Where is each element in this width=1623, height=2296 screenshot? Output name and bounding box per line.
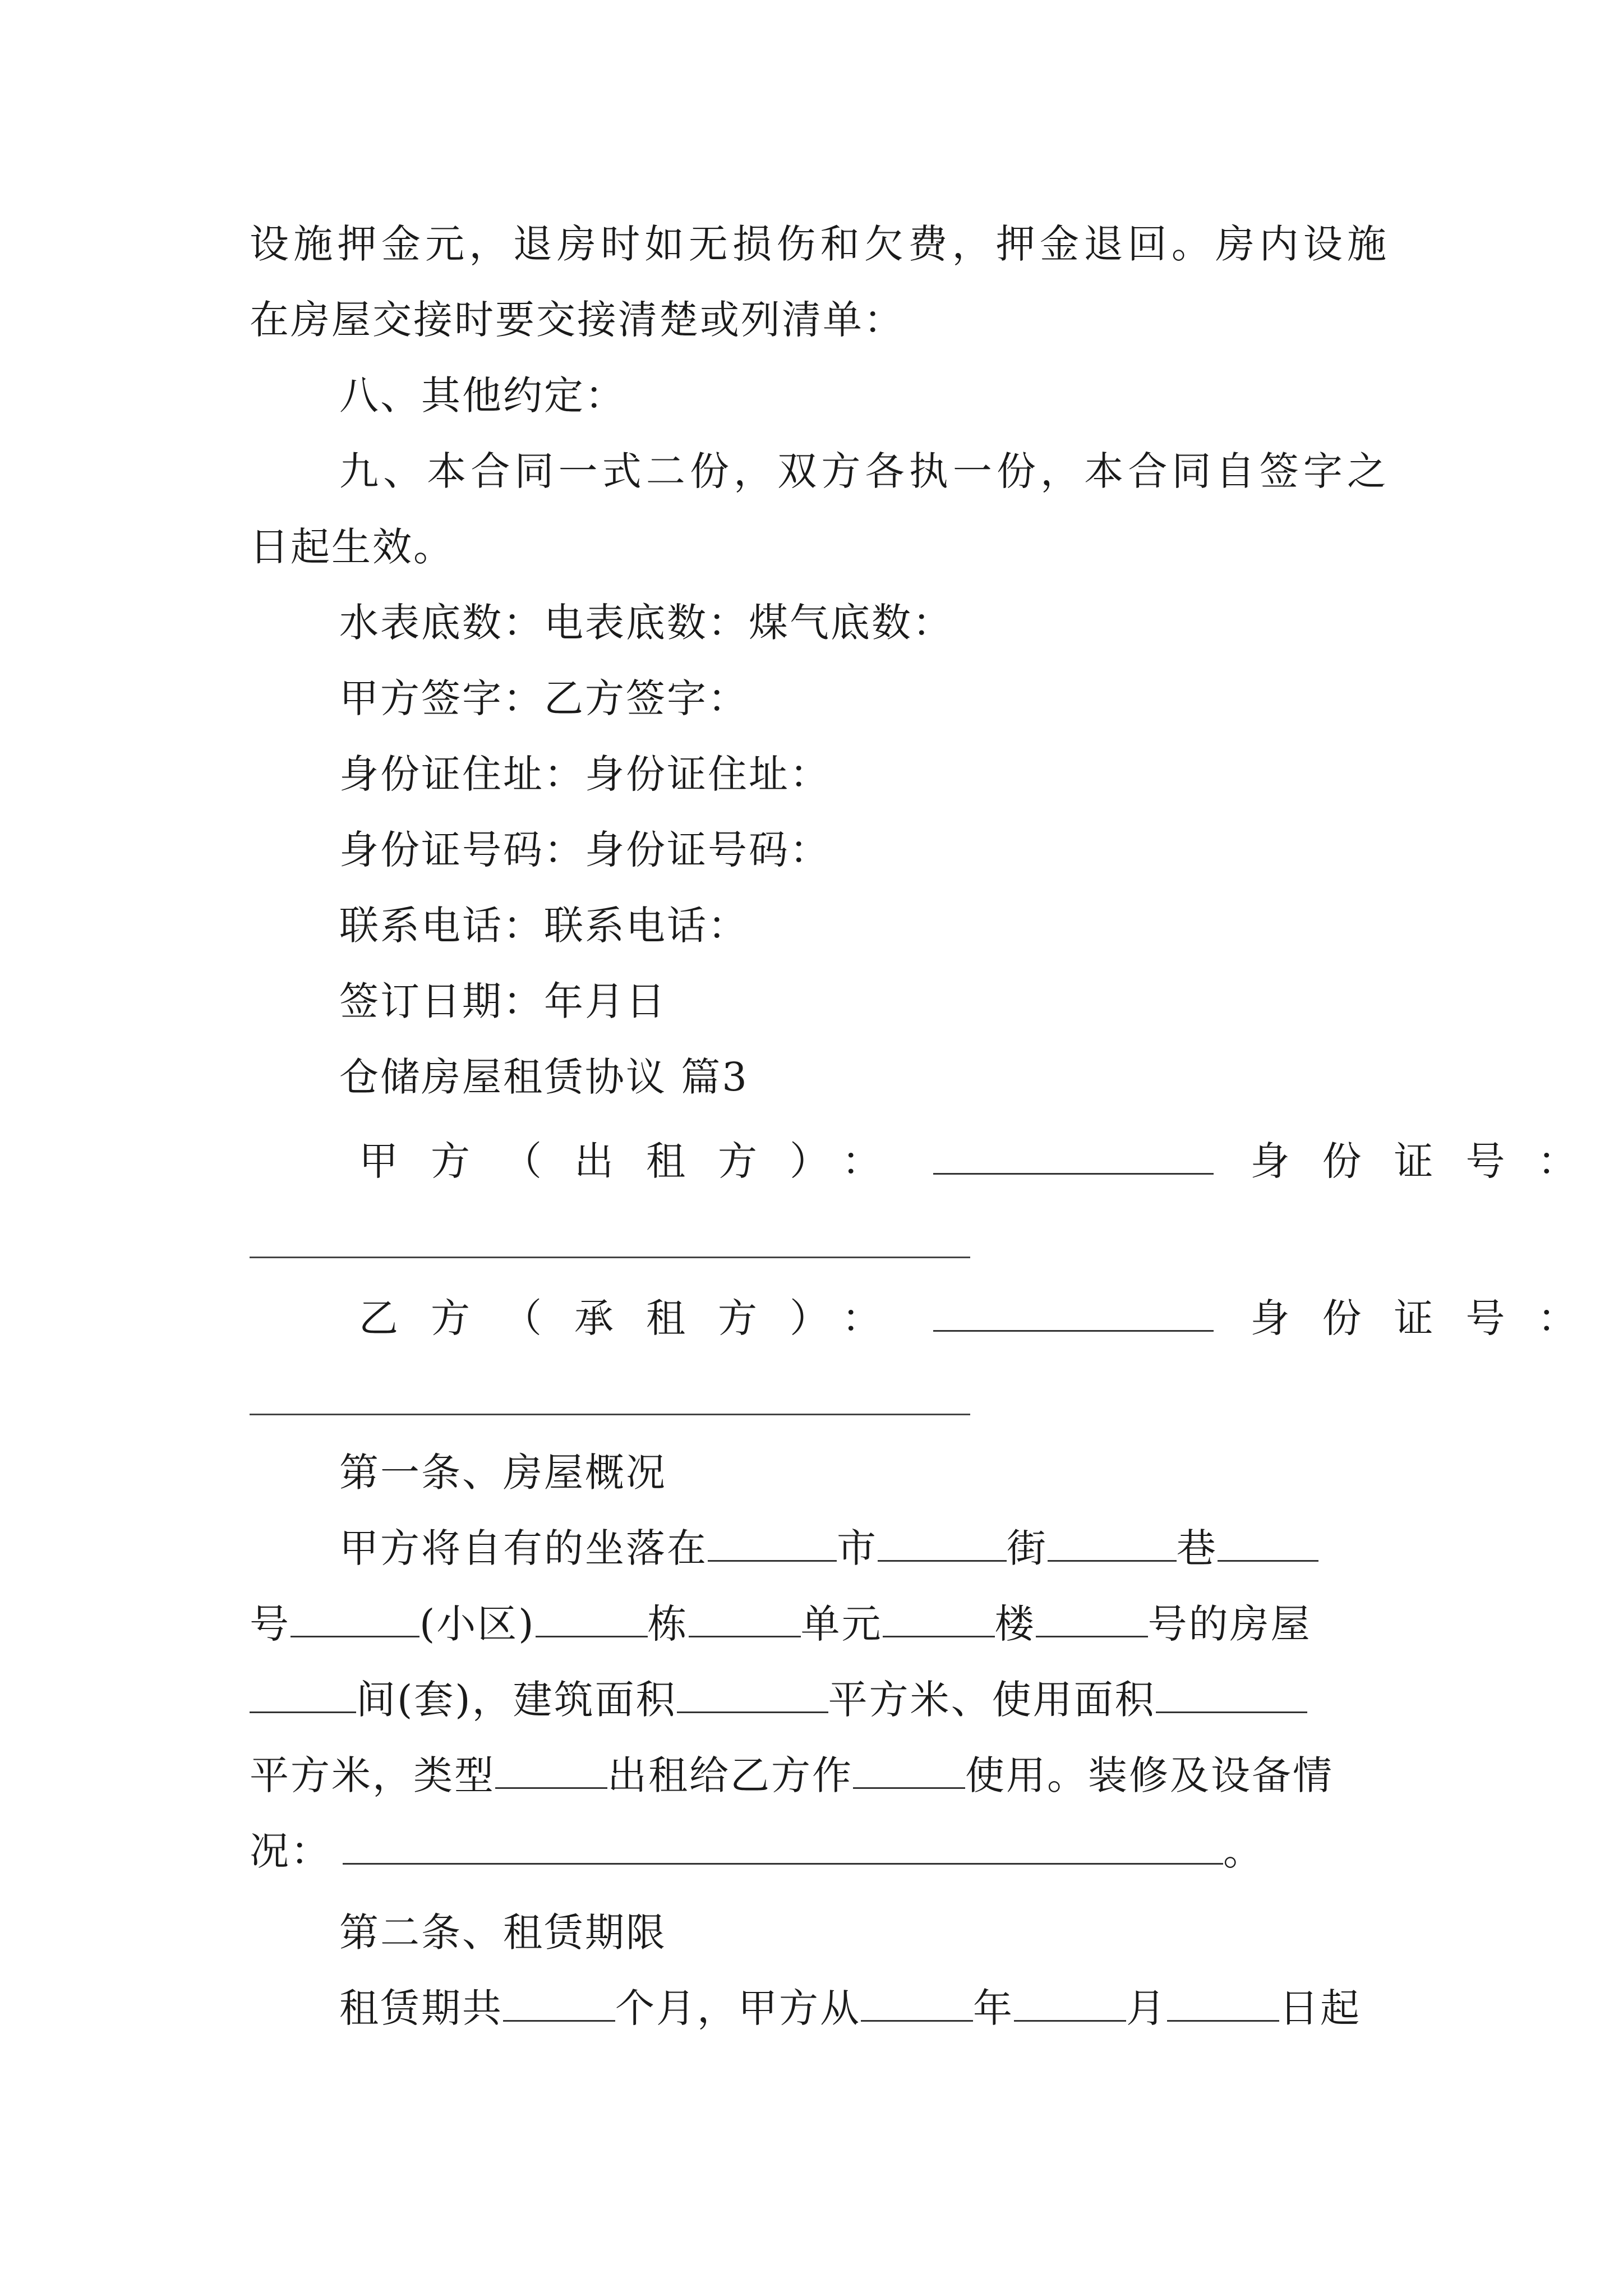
- party-a-id-label: 身份证号：: [1250, 1138, 1610, 1184]
- party-b-name-blank: [933, 1295, 1214, 1332]
- section-heading: 仓储房屋租赁协议 篇3: [339, 1054, 749, 1100]
- text-line: 在房屋交接时要交接清楚或列清单：: [250, 297, 905, 343]
- article-1-para-2: 号 (小区) 栋 单元 楼 号的房屋: [250, 1601, 1312, 1647]
- party-b-line: [359, 1290, 1610, 1346]
- article-2-para-1: 租赁期共 个月，甲方从 年 月 日起: [339, 1985, 1361, 2031]
- article-1-para-3: 间(套)，建筑面积 平方米、使用面积: [250, 1672, 1388, 1728]
- signatures-line: 甲方签字：乙方签字：: [339, 675, 749, 721]
- party-a-label: 甲方（出租方）：: [359, 1138, 914, 1184]
- clause-8: 八、其他约定：: [339, 372, 626, 418]
- party-a-name-blank: [933, 1138, 1214, 1175]
- article-1-title: 第一条、房屋概况: [339, 1450, 667, 1496]
- article-1-para-1: 甲方将自有的坐落在 市 街 巷: [339, 1520, 1388, 1576]
- sign-date-line: 签订日期：年月日: [339, 978, 667, 1024]
- id-number-line: 身份证号码：身份证号码：: [339, 827, 831, 873]
- text-line: 日起生效。: [250, 524, 454, 570]
- party-b-id-label: 身份证号：: [1250, 1295, 1610, 1341]
- article-1-para-4: 平方米，类型 出租给乙方作 使用。装修及设备情: [250, 1752, 1334, 1798]
- clause-9: 九、本合同一式二份，双方各执一份，本合同自签字之: [339, 448, 1388, 494]
- article-2-title: 第二条、租赁期限: [339, 1910, 667, 1955]
- party-b-label: 乙方（承租方）：: [359, 1295, 914, 1341]
- id-address-line: 身份证住址：身份证住址：: [339, 751, 831, 797]
- party-a-line: [359, 1133, 1610, 1189]
- meter-readings: 水表底数：电表底数：煤气底数：: [339, 600, 953, 646]
- phone-line: 联系电话：联系电话：: [339, 903, 749, 949]
- text-line: 设施押金元，退房时如无损伤和欠费，押金退回。房内设施: [250, 221, 1388, 267]
- article-1-para-5: 况： 。: [250, 1828, 1264, 1874]
- party-b-id-blank: [250, 1414, 970, 1415]
- party-a-id-blank: [250, 1257, 970, 1258]
